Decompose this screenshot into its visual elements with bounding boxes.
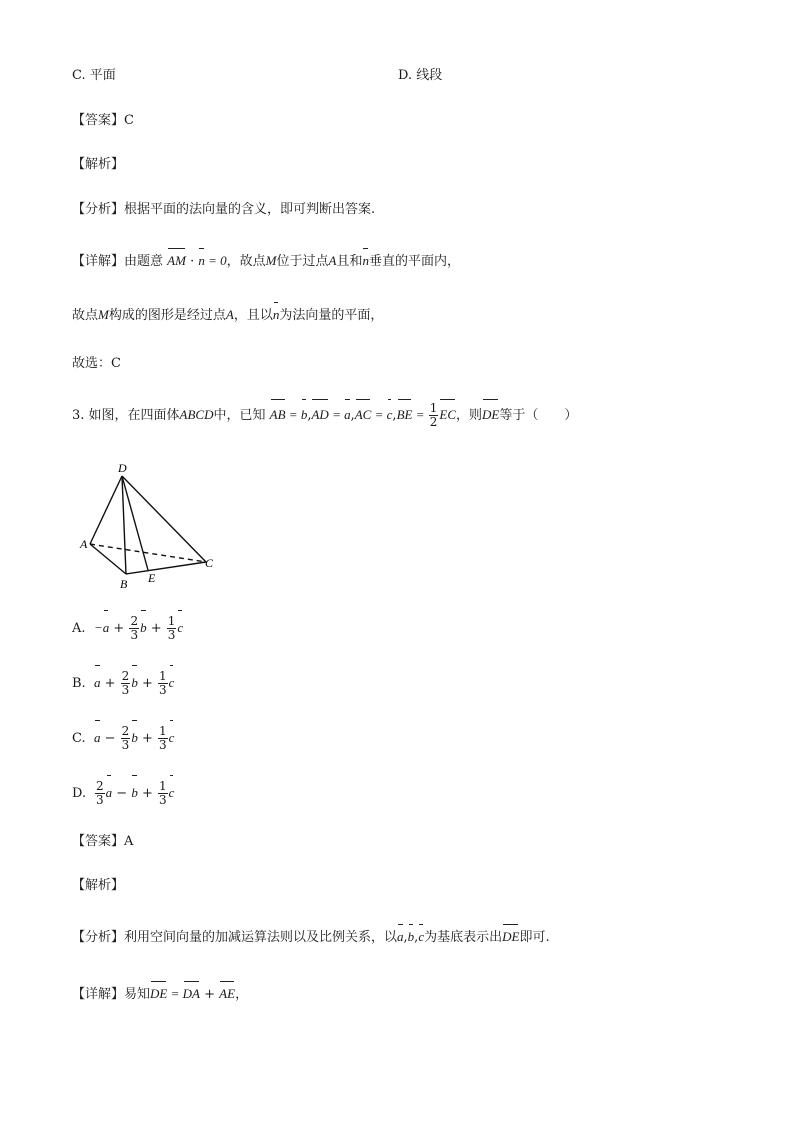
label-a: A xyxy=(80,537,88,551)
q3-option-a: A. −a + $\frac{2}{3}$ b + $\frac{1}{3}$ c xyxy=(72,614,184,642)
label-c: C xyxy=(205,556,214,570)
q2-guxuan: 故选：C xyxy=(72,356,121,371)
q2-fenxi: 【分析】根据平面的法向量的含义，即可判断出答案. xyxy=(72,202,376,217)
q3-option-d: D. $\frac{2}{3}$ a − b + $\frac{1}{3}$ c xyxy=(72,779,175,807)
q3-analysis-label: 【解析】 xyxy=(72,878,125,893)
label-e: E xyxy=(148,571,156,585)
q3-answer: 【答案】A xyxy=(72,834,134,849)
q3-xiangjie: 【详解】易知DE = DA + AE， xyxy=(72,986,249,1002)
q3-fenxi: 【分析】利用空间向量的加减运算法则以及比例关系，以a,b,c为基底表示出DE即可. xyxy=(72,929,550,945)
q3-option-c: C. a − $\frac{2}{3}$ b + $\frac{1}{3}$ c xyxy=(72,724,175,752)
label-d: D xyxy=(118,461,127,475)
option-d: D. 线段 xyxy=(398,68,443,83)
label-b: B xyxy=(120,577,128,591)
q2-analysis-label: 【解析】 xyxy=(72,157,125,172)
q2-answer: 【答案】C xyxy=(72,113,134,128)
option-c: C. 平面 xyxy=(72,68,116,83)
q2-line2: 故点M构成的图形是经过点A，且以n为法向量的平面， xyxy=(72,307,384,323)
q3-stem: 3. 如图，在四面体ABCD中，已知 AB = b,AD = a,AC = c,BE = $\frac{1}{2}$ EC，则DE等于（ ） xyxy=(72,401,578,429)
tetrahedron-figure xyxy=(78,458,218,592)
q2-xiangjie: 【详解】由题意 AM · n = 0，故点M位于过点A且和n垂直的平面内， xyxy=(72,253,460,269)
q3-option-b: B. a + $\frac{2}{3}$ b + $\frac{1}{3}$ c xyxy=(72,669,175,697)
